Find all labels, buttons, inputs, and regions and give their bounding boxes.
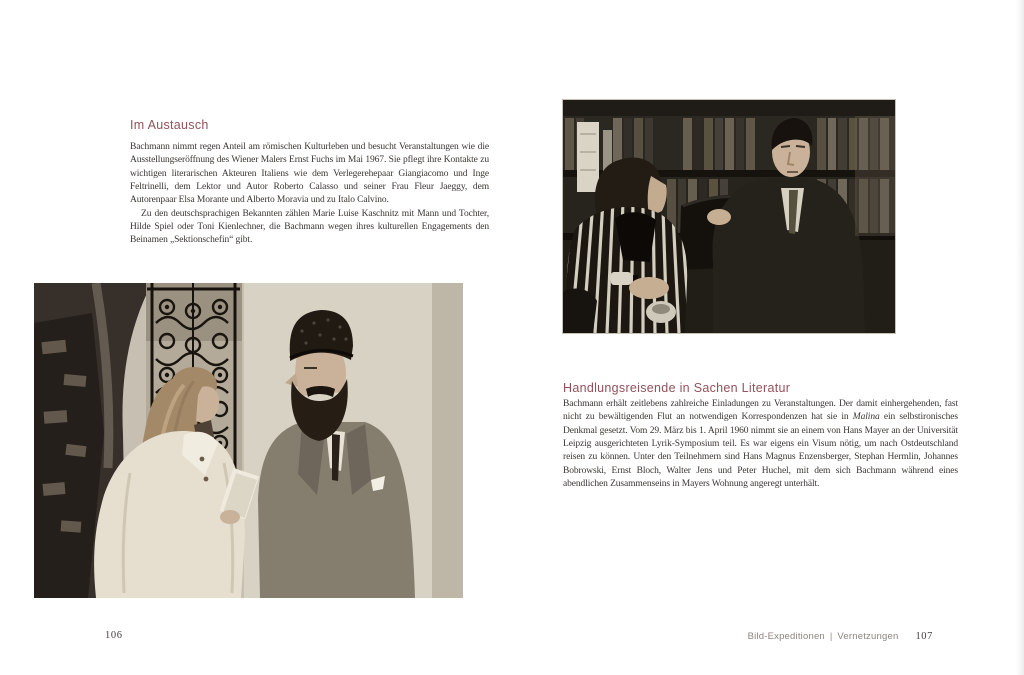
paragraph-part: Bachmann erhält zeitlebens zahlreiche Einladungen zu Veranstaltungen. Der damit einhergehenden, fast nicht zu bewältigenden Flut an notwendigen Korrespondenzen hat sie in	[563, 399, 958, 423]
footer-separator: |	[829, 631, 833, 642]
page-number-right: 107	[915, 631, 933, 642]
book-title-malina: Malina	[852, 412, 880, 423]
photo-bachmann-mayer-library	[563, 100, 895, 333]
paragraph: Zu den deutschsprachigen Bekannten zählen Marie Luise Kaschnitz mit Mann und Tochter, Hilde Spiel oder Toni Kienlechner, die Bachmann wegen ihres kulturellen Engagements den Beinamen „Sektionschefin“ gibt.	[130, 208, 489, 246]
paragraph: Bachmann nimmt regen Anteil am römischen Kulturleben und besucht Veranstaltungen wie die Ausstellungseröffnung des Wiener Malers Ernst Fuchs im Mai 1967. Sie pflegt ihre Kontakte zu wichtigen literarischen Akteuren Italiens wie dem Verlegerehepaar Giangiacomo und Inge Feltrinelli, dem Lektor und Autor Roberto Calasso und seiner Frau Fleur Jaeggy, dem Autorenpaar Elsa Morante und Alberto Moravia und zu Italo Calvino.	[130, 142, 489, 206]
footer-chapter-label: Bild-Expeditionen	[747, 631, 825, 642]
paragraph	[563, 398, 958, 491]
page-edge-shadow	[1016, 0, 1024, 675]
photo-left-illustration	[34, 283, 463, 598]
photo-right-illustration	[563, 100, 895, 333]
paragraph-part: ein selbstironisches Denkmal gesetzt. Vom 29. März bis 1. April 1960 nimmt sie an einem von Hans Mayer an der Universität Leipzig ausgerichteten Lyrik-Symposium teil. Es war eigens ein Visum nötig, um nach Ostdeutschland reisen zu können. Unter den Teilnehmern sind Hans Magnus Enzensberger, Stephan Hermlin, Johannes Bobrowski, Ernst Bloch, Walter Jens und Peter Huchel, mit dem sich Bachmann während eines abendlichen Zusammenseins in Mayers Wohnung angeregt unterhält.	[563, 412, 958, 490]
footer-section-label: Vernetzungen	[837, 631, 899, 642]
section-heading-handlungsreisende: Handlungsreisende in Sachen Literatur	[563, 381, 791, 396]
section-heading-im-austausch: Im Austausch	[130, 118, 209, 133]
photo-bachmann-conversation	[34, 283, 463, 598]
body-text-right	[563, 398, 958, 491]
body-text-left	[130, 141, 489, 248]
running-footer	[563, 631, 933, 642]
page-number-left: 106	[105, 630, 123, 641]
